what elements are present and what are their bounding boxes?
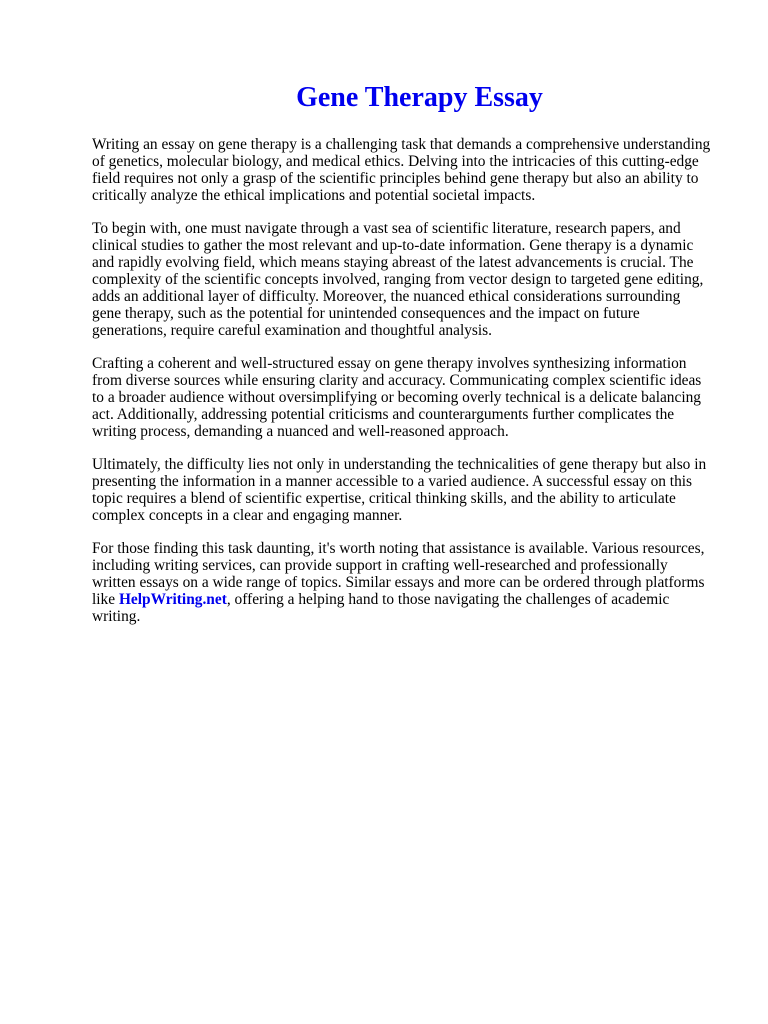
paragraph-3: Crafting a coherent and well-structured essay on gene therapy involves synthesizing information from diverse sources while ensuring clarity and accuracy. Communicating complex scientific ideas to a broader audience without oversimplifying or becoming overly technical is a delicate balancing act. Additionally, addressing potential criticisms and counterarguments further complicates the writing process, demanding a nuanced and well-reasoned approach. bbox=[92, 355, 702, 440]
paragraph-1: Writing an essay on gene therapy is a challenging task that demands a comprehensive understanding of genetics, molecular biology, and medical ethics. Delving into the intricacies of this cutting-edge field requires not only a grasp of the scientific principles behind gene therapy but also an ability to critically analyze the ethical implications and potential societal impacts. bbox=[92, 136, 711, 204]
document-title: Gene Therapy Essay bbox=[296, 82, 543, 113]
paragraph-5-text-before-link: For those finding this task daunting, it's worth noting that assistance is available. Various resources, including writing services, can provide support in crafting well-researched and professionally written essays on a wide range of topics. Similar essays and more can be ordered through platforms like bbox=[92, 540, 705, 608]
paragraph-4: Ultimately, the difficulty lies not only in understanding the technicalities of gene therapy but also in presenting the information in a manner accessible to a varied audience. A successful essay on this topic requires a blend of scientific expertise, critical thinking skills, and the ability to articulate complex concepts in a clear and engaging manner. bbox=[92, 456, 707, 524]
paragraph-2: To begin with, one must navigate through a vast sea of scientific literature, research papers, and clinical studies to gather the most relevant and up-to-date information. Gene therapy is a dynamic and rapidly evolving field, which means staying abreast of the latest advancements is crucial. The complexity of the scientific concepts involved, ranging from vector design to targeted gene editing, adds an additional layer of difficulty. Moreover, the nuanced ethical considerations surrounding gene therapy, such as the potential for unintended consequences and the impact on future generations, require careful examination and thoughtful analysis. bbox=[92, 220, 704, 339]
paragraph-5 bbox=[92, 540, 713, 625]
paragraph-5-text-after-link: , offering a helping hand to those navigating the challenges of academic writing. bbox=[92, 591, 670, 625]
document-body bbox=[92, 136, 713, 625]
helpwriting-link[interactable]: HelpWriting.net bbox=[118, 591, 227, 608]
